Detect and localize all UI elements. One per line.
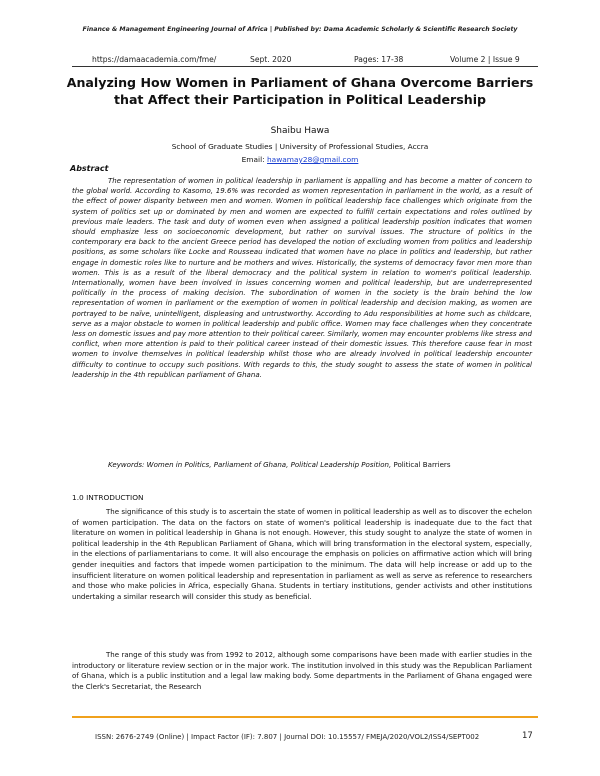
author-name: Shaibu Hawa <box>270 126 330 136</box>
journal-header: Finance & Management Engineering Journal of Africa | Published by: Dama Academic Scholarly & Scientific Research Society <box>82 26 518 33</box>
email-link[interactable]: hawamay28@gmail.com <box>267 155 359 164</box>
page-range: Pages: 17-38 <box>354 55 404 64</box>
author-affiliation: School of Graduate Studies | University of Professional Studies, Accra <box>171 142 429 151</box>
email-label: Email: <box>241 155 265 164</box>
issue-date: Sept. 2020 <box>250 55 292 64</box>
section-heading-introduction: 1.0 INTRODUCTION <box>72 493 144 502</box>
paper-title: Analyzing How Women in Parliament of Ghana Overcome Barriers that Affect their Participation in Political Leadership <box>66 75 534 107</box>
intro-paragraph-1: The significance of this study is to ascertain the state of women in political leadership as well as to discover the echelon of women participation. The data on the factors on state of women's political leadership is inadequate due to the fact that literature on women in political leadership in Ghana is not enough. However, this study sought to analyze the state of women in political leadership in the 4th Republican Parliament of Ghana, which will bring transformation in the electoral system, especially, in the elections of parliamentarians to come. It will also encourage the emphasis on policies on affirmative action which will bring gender inequities and factors that impede women participation to the minimum. The data will help increase or add up to the insufficient literature on women political leadership and representation in parliament as well as serve as reference to researchers and those who make policies in Africa, especially Ghana. Students in tertiary institutions, gender activists and other institutions undertaking a similar research will consider this study as beneficial. <box>72 507 532 601</box>
keywords-text: Women in Politics, Parliament of Ghana, Political Leadership Position, <box>146 460 392 469</box>
abstract-body: The representation of women in political leadership in parliament is appalling and has become a matter of concern to the global world. According to Kasomo, 19.6% was recorded as women representation in parliament in the world, as a result of the effect of power disparity between men and women. Women in political leadership face challenges which originate from the system of politics set up or dominated by men and women are expected to fulfill certain expectations and roles outlined by previous male leaders. The task and duty of women even when assigned a political leadership position indicates that women should emphasize less on socioeconomic development, but rather on survival issues. The structure of politics in the contemporary era back to the ancient Greece period has developed the notion of excluding women from politics and leadership positions, as some scholars like Locke and Rousseau indicated that women have no place in politics and leadership, but rather engage in domestic roles like to nurture and be mothers and wives. Historically, the systems of democracy favor men more than women. This is as a result of the liberal democracy and the political system in relation to women's political leadership. Internationally, women have been involved in issues concerning women and political leadership, but are underrepresented politically in the process of making decision. The subordination of women in the society is the brain behind the low representation of women in parliament or the exemption of women in political leadership and decision making, as women are portrayed to be naïve, unintelligent, displeasing and untrustworthy. According to Adu responsibilities at home such as childcare, serve as a major obstacle to women in political leadership and public office. Women may face challenges when they concentrate less on domestic issues and pay more attention to their political career. Similarly, women may encounter problems like stress and conflict, when more attention is paid to their political career instead of their domestic issues. This therefore cause fear in most women to involve themselves in political leadership whilst those who are already involved in political leadership encounter difficulty to continue to occupy such positions. With regards to this, the study sought to assess the state of women in political leadership in the 4th republican parliament of Ghana. <box>72 176 532 379</box>
volume-issue: Volume 2 | Issue 9 <box>450 55 520 64</box>
journal-url[interactable]: https://damaacademia.com/fme/ <box>92 55 217 64</box>
header-rule <box>72 66 538 67</box>
author-email-line <box>0 155 600 164</box>
keywords-line <box>72 460 532 470</box>
keywords-label: Keywords: <box>108 460 145 469</box>
intro-paragraph-2: The range of this study was from 1992 to 2012, although some comparisons have been made with earlier studies in the introductory or literature review section or in the major work. The institution involved in this study was the Republican Parliament of Ghana, which is a public institution and a legal law making body. Some departments in the Parliament of Ghana engaged were the Clerk's Secretariat, the Research <box>72 650 532 691</box>
abstract-heading: Abstract <box>70 164 109 173</box>
footer-issn: ISSN: 2676-2749 (Online) | Impact Factor (IF): 7.807 | Journal DOI: 10.15557/ FMEJA/2020/VOL2/ISS4/SEPT002 <box>95 733 480 741</box>
keywords-tail: Political Barriers <box>393 460 451 469</box>
page-number: 17 <box>522 731 533 741</box>
footer-accent-rule <box>72 716 538 718</box>
